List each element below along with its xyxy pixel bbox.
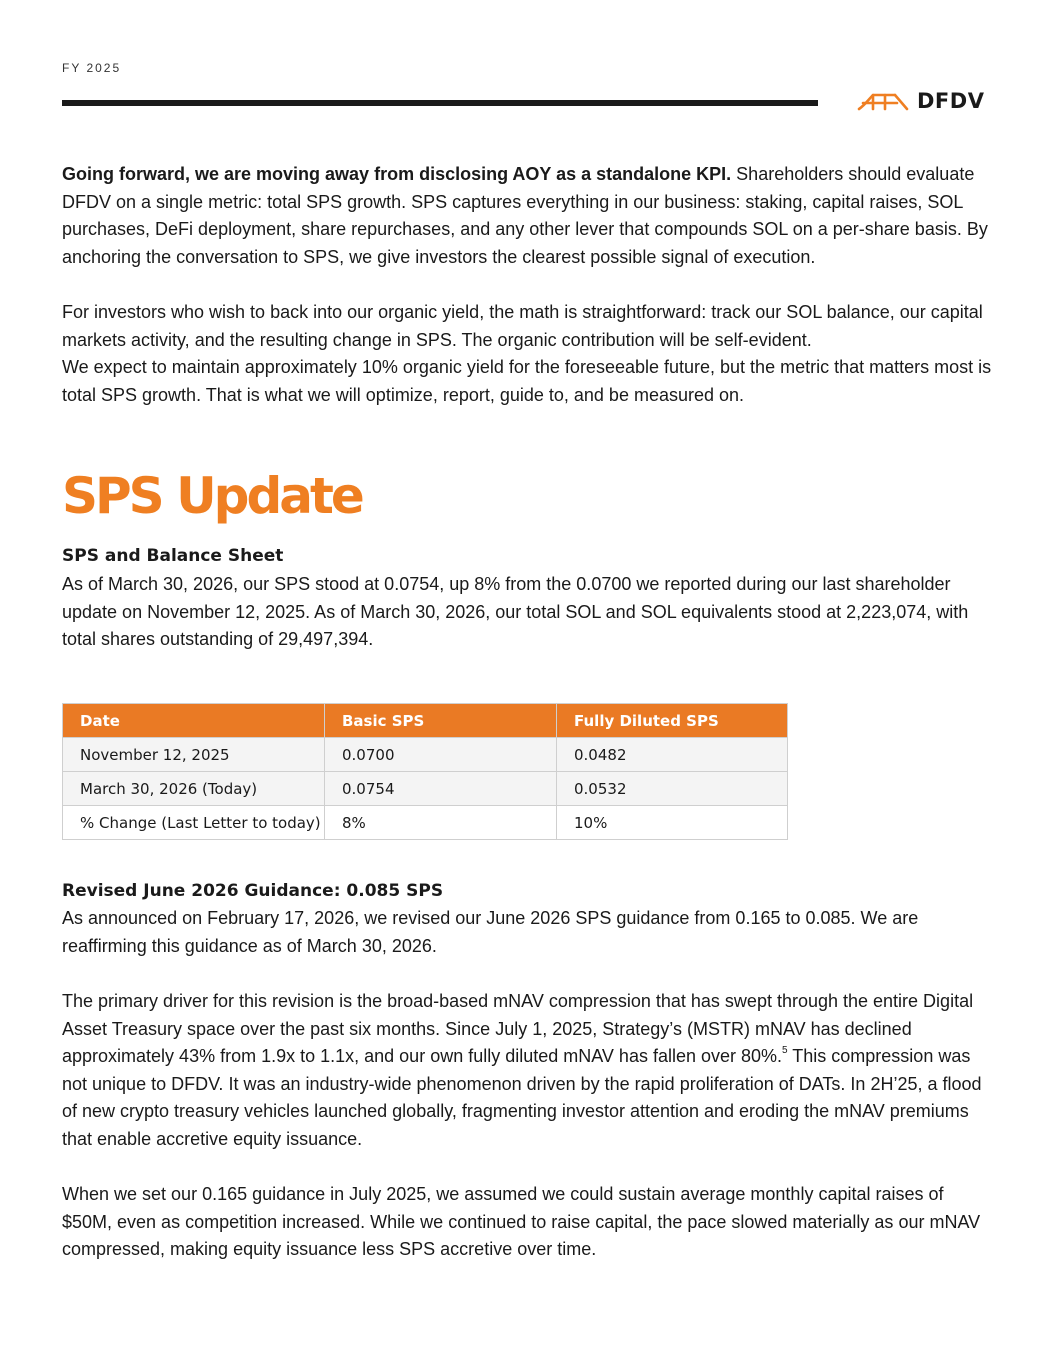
table-cell: 10% xyxy=(557,806,788,840)
table-cell: 0.0482 xyxy=(557,738,788,772)
table-row xyxy=(63,738,788,772)
guidance-paragraph-2 xyxy=(62,988,997,1154)
dfdv-logo xyxy=(857,88,984,114)
capital-raise-section xyxy=(62,1181,997,1264)
fiscal-year-label: FY 2025 xyxy=(62,61,122,75)
header-divider xyxy=(62,100,818,106)
logo-wordmark: DFDV xyxy=(917,89,985,113)
organic-yield-section xyxy=(62,299,997,409)
dfdv-bridge-icon xyxy=(857,89,915,113)
guidance-paragraph-2-text-a: The primary driver for this revision is the broad-based mNAV compression that has swept through the entire Digital Asset Treasury space over the past six months. Since July 1, 2025, Strategy’s (MSTR) mNAV has declined approximately 43% from 1.9x to 1.1x, and our own fully diluted mNAV has fallen over 80%. xyxy=(62,991,974,1067)
intro-paragraph-1-text: Shareholders should evaluate DFDV on a single metric: total SPS growth. SPS captures everything in our business: staking, capital raises, SOL purchases, DeFi deployment, share repurchases, and any other lever that compounds SOL on a per-share basis. By anchoring the conversation to SPS, we give investors the clearest possible signal of execution. xyxy=(62,164,988,267)
intro-section xyxy=(62,161,997,271)
table-cell: 0.0532 xyxy=(557,772,788,806)
sps-balance-sheet-paragraph: As of March 30, 2026, our SPS stood at 0.0754, up 8% from the 0.0700 we reported during our last shareholder update on November 12, 2025. As of March 30, 2026, our total SOL and SOL equivalents stood at 2,223,074, with total shares outstanding of 29,497,394. xyxy=(62,574,969,650)
sps-update-title: SPS Update xyxy=(62,467,362,525)
guidance-paragraph-3: When we set our 0.165 guidance in July 2025, we assumed we could sustain average monthly capital raises of $50M, even as competition increased. While we continued to raise capital, the pace slowed materially as our mNAV compressed, making equity issuance less SPS accretive over time. xyxy=(62,1184,981,1260)
mnav-section xyxy=(62,988,997,1154)
sps-balance-sheet-heading: SPS and Balance Sheet xyxy=(62,546,284,566)
sps-table xyxy=(62,703,788,840)
intro-paragraph-3: We expect to maintain approximately 10% organic yield for the foreseeable future, but the metric that matters most is total SPS growth. That is what we will optimize, report, guide to, and be measured on. xyxy=(62,357,992,405)
guidance-section xyxy=(62,905,997,960)
table-cell: 0.0700 xyxy=(325,738,557,772)
table-header-row xyxy=(63,704,788,738)
guidance-paragraph-1: As announced on February 17, 2026, we revised our June 2026 SPS guidance from 0.165 to 0.085. We are reaffirming this guidance as of March 30, 2026. xyxy=(62,908,919,956)
table-header-date: Date xyxy=(63,704,325,738)
sps-balance-sheet-section xyxy=(62,571,997,654)
table-cell: November 12, 2025 xyxy=(63,738,325,772)
intro-bold-lead: Going forward, we are moving away from disclosing AOY as a standalone KPI. xyxy=(62,164,732,184)
footnote-marker[interactable]: 5 xyxy=(782,1045,788,1057)
table-cell: March 30, 2026 (Today) xyxy=(63,772,325,806)
table-header-basic-sps: Basic SPS xyxy=(325,704,557,738)
table-row xyxy=(63,806,788,840)
guidance-paragraph-2-text-b: This compression was not unique to DFDV. It was an industry-wide phenomenon driven by the rapid proliferation of DATs. In 2H’25, a flood of new crypto treasury vehicles launched globally, fragmenting investor attention and eroding the mNAV premiums that enable accretive equity issuance. xyxy=(62,1046,982,1149)
table-cell: % Change (Last Letter to today) xyxy=(63,806,325,840)
guidance-heading: Revised June 2026 Guidance: 0.085 SPS xyxy=(62,881,444,901)
table-row xyxy=(63,772,788,806)
intro-paragraph-2: For investors who wish to back into our organic yield, the math is straightforward: track our SOL balance, our capital markets activity, and the resulting change in SPS. The organic contribution will be self-evident. xyxy=(62,302,983,350)
table-cell: 8% xyxy=(325,806,557,840)
table-cell: 0.0754 xyxy=(325,772,557,806)
intro-paragraph-1 xyxy=(62,161,997,271)
table-header-fully-diluted-sps: Fully Diluted SPS xyxy=(557,704,788,738)
